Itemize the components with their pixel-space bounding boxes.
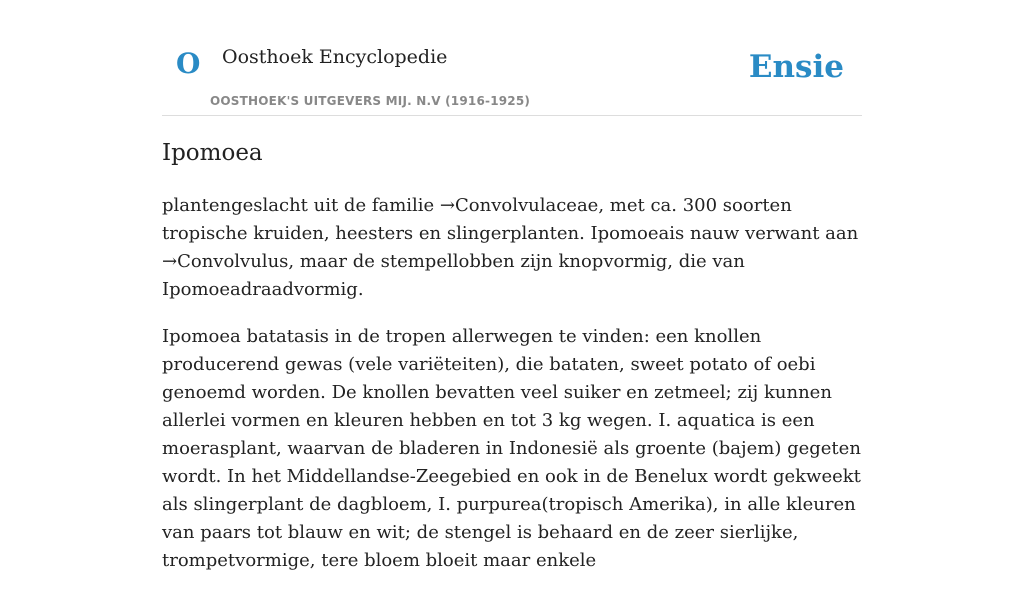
page-container (162, 0, 862, 571)
site-header (162, 0, 862, 116)
site-title-link[interactable]: Oosthoek Encyclopedie (222, 46, 448, 68)
publisher-subtitle: OOSTHOEK'S UITGEVERS MIJ. N.V (1916-1925) (210, 94, 531, 108)
paragraph-text: , maar de stempellobben zijn knopvormig, die van Ipomoeadraadvormig. (162, 251, 745, 300)
link-convolvulus[interactable]: →Convolvulus (162, 251, 289, 272)
paragraph-text: plantengeslacht uit de familie (162, 195, 440, 216)
site-logo[interactable]: O (176, 47, 201, 80)
link-convolvulaceae[interactable]: →Convolvulaceae (439, 195, 599, 216)
entry-content (162, 192, 862, 594)
entry-paragraph-2: Ipomoea batatasis in de tropen allerwegen te vinden: een knollen producerend gewas (vele variëteiten), die bataten, sweet potato of oebi genoemd worden. De knollen bevatten veel suiker en zetmeel; zij kunnen allerlei vormen en kleuren hebben en tot 3 kg wegen. I. aquatica is een moerasplant, waarvan de bladeren in Indonesië als groente (bajem) gegeten wordt. In het Middellandse-Zeegebied en ook in de Benelux wordt gekweekt als slingerplant de dagbloem, I. purpurea(tropisch Amerika), in alle kleuren van paars tot blauw en wit; de stengel is behaard en de zeer sierlijke, trompetvormige, tere bloem bloeit maar enkele (162, 326, 861, 571)
ensie-brand-link[interactable]: Ensie (748, 49, 844, 85)
entry-title: Ipomoea (162, 140, 263, 166)
paragraph-text: , met ca. 300 soorten tropische kruiden, heesters en slingerplanten. Ipomoeais nauw verwant aan (162, 195, 859, 244)
entry-paragraph-1 (162, 192, 862, 304)
